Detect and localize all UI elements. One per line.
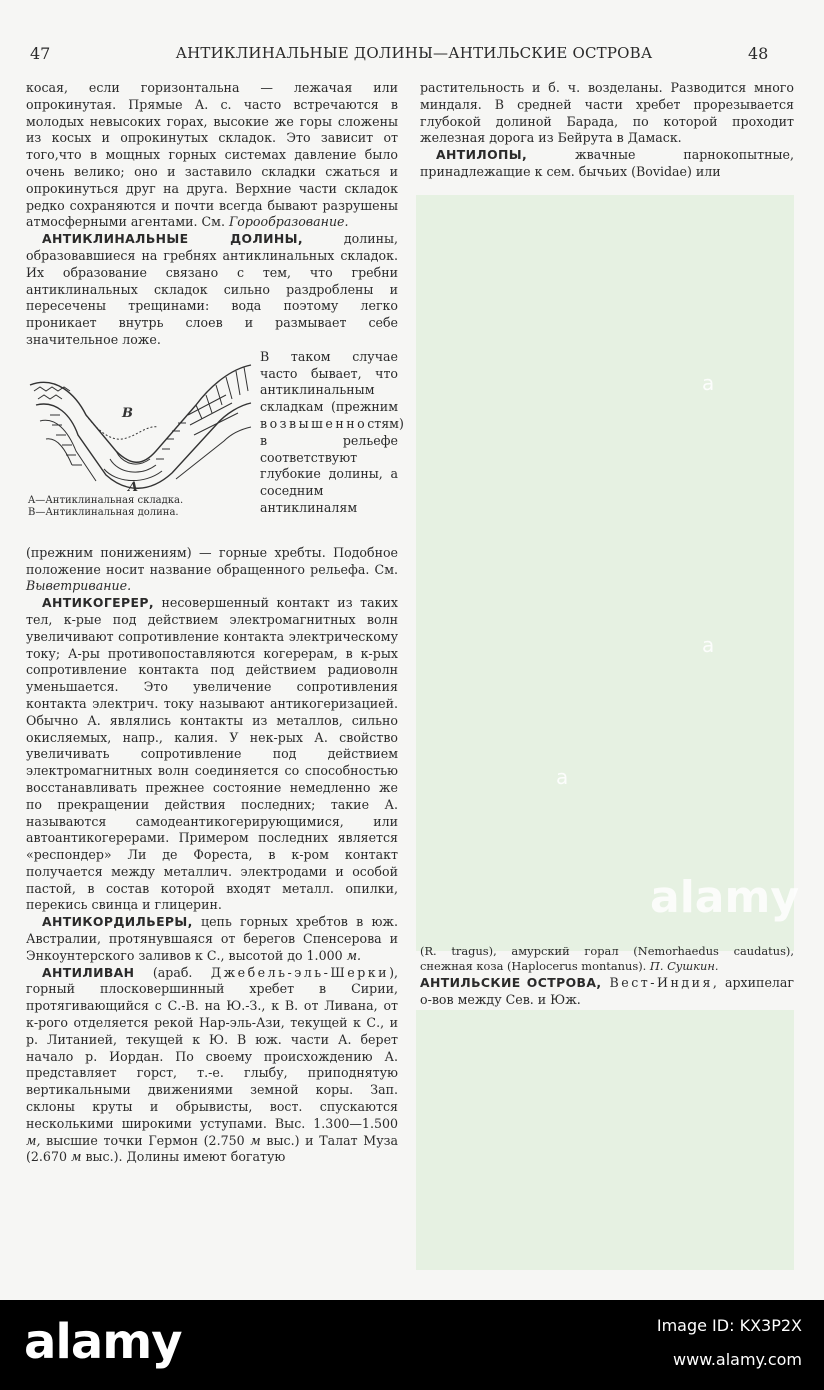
figure-side-text bbox=[260, 348, 404, 517]
image-id: Image ID: KX3P2X bbox=[656, 1316, 802, 1335]
paragraph-text: косая, если горизонтальна — лежачая или опрокинутая. Прямые А. с. часто встречаются в молодых невысоких горах, высокие же горы сложены из косых и опрокинутых складок. Это зависит от того,что в мощных горных системах давление было очень велико; оно и заставило складки сжаться и опрокинуться друг на друга. Верхние части складок редко сохраняются и почти всегда бывают разрушены атмосферными агентами. См. bbox=[26, 80, 398, 230]
entry-text: (араб. bbox=[134, 964, 211, 980]
entry-text: цепь горных хребтов в юж. Австралии, протянувшаяся от берегов Спенсерова и Энкоунтерского заливов к С., высотой до 1.000 bbox=[26, 914, 398, 963]
spaced-word: Джебель-эль-Шерки bbox=[210, 964, 390, 980]
page-number-left: 47 bbox=[30, 44, 51, 63]
figure-label-b: B bbox=[122, 405, 133, 421]
plate-caption bbox=[420, 944, 794, 974]
figure-block bbox=[26, 348, 404, 545]
running-title: АНТИКЛИНАЛЬНЫЕ ДОЛИНЫ—АНТИЛЬСКИЕ ОСТРОВА bbox=[175, 44, 653, 62]
entry-headword: АНТИКОРДИЛЬЕРЫ, bbox=[42, 914, 193, 930]
entry-text: жвачные парнокопытные, принадлежащие к сем. бычьих (Bovidae) или bbox=[420, 147, 794, 179]
entry-text: высшие точки Гермон (2.750 bbox=[40, 1132, 251, 1148]
page-header bbox=[0, 44, 824, 68]
entry-headword: АНТИЛИВАН bbox=[42, 964, 135, 980]
alamy-logo: alamy bbox=[24, 1314, 182, 1370]
entry-text: выс.). Долины имеют богатую bbox=[81, 1149, 286, 1165]
watermark-letter: a bbox=[702, 633, 715, 657]
lower-plate-image bbox=[416, 1010, 794, 1270]
unit-text: м bbox=[250, 1132, 261, 1148]
unit-text: м bbox=[70, 1149, 82, 1165]
entry-text: несовершенный контакт из таких тел, к-рые под действием электромагнитных волн увеличивают сопротивление контакта электрическому току; А-ры противопоставляются когерерам, в к-рых сопротивление контакта под действием радиоволн уменьшается. Это увеличение сопротивления контакта электрич. току называют антикогеризацией. Обычно А. являлись контакты из металлов, сильно окисляемых, напр., калия. У нек-рых А. свойство увеличивать сопротивление под действием электромагнитных волн соединяется со способностью восстанавливать прежнее состояние немедленно же по прекращении действия последних; такие А. называются самодеантикогерирующимися, или автоантикогерерами. Примером последних является «респондер» Ли де Фореста, в к-ром контакт получается между металлич. электродами и особой пастой, в состав которой входят металл. опилки, перекись свинца и глицерин. bbox=[26, 595, 398, 913]
entry-text-after-figure: (прежним понижениям) — горные хребты. Подобное положение носит название обращенного рельефа. См. bbox=[26, 544, 398, 577]
antelopes-plate-image bbox=[416, 195, 794, 951]
entry-antilles bbox=[420, 975, 794, 1009]
entry-headword: АНТИЛОПЫ, bbox=[436, 147, 528, 163]
page-number-right: 48 bbox=[748, 44, 769, 63]
spaced-word: Вест-Индия, bbox=[601, 975, 720, 990]
entry-continued bbox=[26, 545, 398, 595]
unit-text: м. bbox=[346, 947, 362, 963]
entry-anticordilleras bbox=[26, 914, 398, 964]
entry-headword: АНТИКОГЕРЕР, bbox=[42, 595, 154, 611]
figure-label-a: A bbox=[128, 479, 139, 495]
side-text-cont: стям) в рельефе соответствуют глубокие долины, а соседним антиклиналям bbox=[260, 415, 404, 515]
stock-banner bbox=[0, 1300, 824, 1390]
right-column bbox=[420, 80, 794, 181]
side-text: В таком случае часто бывает, что антиклинальным складкам (прежним bbox=[260, 348, 398, 415]
paragraph-continued bbox=[26, 80, 398, 231]
entry-text: выс.) и Талат Муза (2.670 bbox=[26, 1132, 398, 1165]
entry-text: архипелаг о-вов между Сев. и Юж. bbox=[420, 975, 795, 1007]
entry-antelopes bbox=[420, 147, 794, 181]
entry-anticoherer bbox=[26, 595, 398, 914]
entry-antilebanon bbox=[26, 965, 398, 1167]
caption-text: (R. tragus), амурский горал (Nemorhaedus caudatus), снежная коза (Haplocerus montanus). bbox=[420, 944, 794, 973]
entry-headword: АНТИКЛИНАЛЬНЫЕ ДОЛИНЫ, bbox=[42, 231, 304, 247]
watermark-logo: alamy bbox=[650, 872, 799, 923]
entry-anticlinal-valleys bbox=[26, 231, 398, 349]
site-url: www.alamy.com bbox=[673, 1350, 802, 1369]
cross-reference: Горообразование. bbox=[228, 214, 349, 230]
caption-line-a: A—Антиклинальная складка. bbox=[28, 494, 184, 506]
entry-text: ), горный плосковершинный хребет в Сирии, протягивающийся с С.-В. на Ю.-З., к В. от Ливана, от к-рого отделяется рекой Нар-эль-Ази, текущей к С., и р. Литанией, текущей к Ю. В юж. части А. берет начало р. Иордан. По своему происхождению А. представляет горст, т.-е. глыбу, приподнятую вертикальными движениями земной коры. Зап. склоны круты и обрывисты, вост. спускаются несколькими широкими уступами. Выс. 1.300—1.500 bbox=[26, 964, 398, 1131]
entry-headword: АНТИЛЬСКИЕ ОСТРОВА, bbox=[420, 975, 602, 990]
figure-caption bbox=[28, 495, 258, 519]
caption-line-b: B—Антиклинальная долина. bbox=[28, 506, 179, 518]
paragraph-continued: растительность и б. ч. возделаны. Разводится много миндаля. В средней части хребет прорезывается глубокой долиной Барада, по которой проходит железная дорога из Бейрута в Дамаск. bbox=[420, 80, 794, 146]
caption-author: П. Сушкин. bbox=[649, 959, 719, 973]
cross-reference: Выветривание. bbox=[26, 578, 132, 594]
anticlinal-fold-figure bbox=[26, 355, 256, 495]
watermark-letter: a bbox=[702, 371, 715, 395]
spaced-word: возвышенно bbox=[260, 415, 368, 431]
watermark-letter: a bbox=[556, 765, 569, 789]
left-column bbox=[26, 80, 404, 1166]
entry-text: долины, образовавшиеся на гребнях антиклинальных складок. Их образование связано с тем, что гребни антиклинальных складок сильно раздроблены и пересечены трещинами: вода поэтому легко проникает внутрь слоев и размывает себе значительное ложе. bbox=[26, 231, 399, 347]
unit-text: м, bbox=[26, 1132, 41, 1148]
